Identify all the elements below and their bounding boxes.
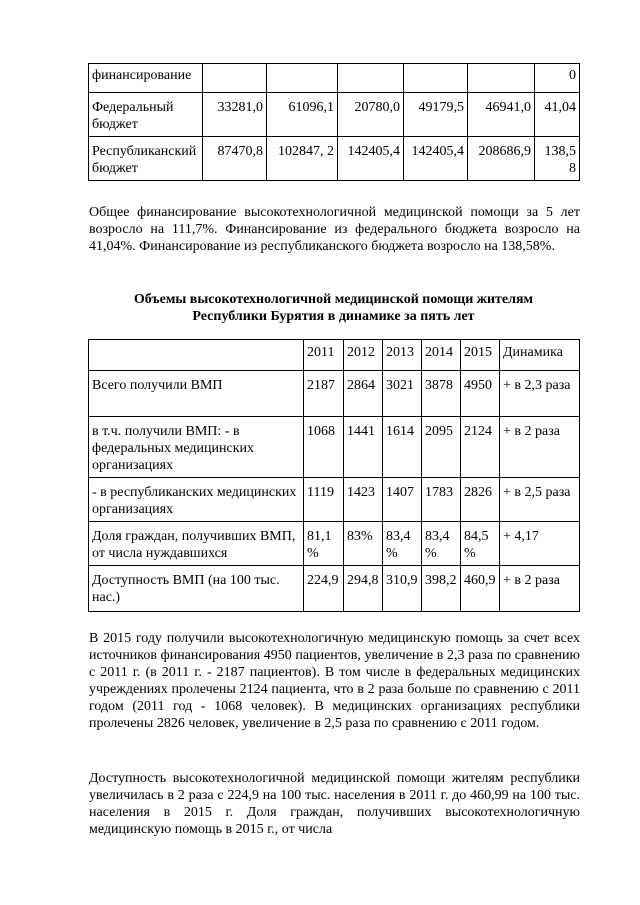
row-label: Всего получили ВМП bbox=[89, 371, 304, 417]
table-row bbox=[89, 93, 580, 137]
cell-dynamics: + в 2 раза bbox=[500, 417, 580, 478]
row-label: Федеральный бюджет bbox=[89, 93, 203, 137]
cell-2011: 33281,0 bbox=[203, 93, 267, 137]
header-cell: Динамика bbox=[500, 340, 580, 371]
cell-dynamics: + 4,17 bbox=[500, 522, 580, 566]
cell-dynamics: + в 2,3 раза bbox=[500, 371, 580, 417]
paragraph-financing-summary: Общее финансирование высокотехнологичной медицинской помощи за 5 лет возросло на 111,7%. Финансирование из федерального бюджета возросло на 41,04%. Финансирование из республиканского бюджета возросло на 138,58%. bbox=[89, 205, 580, 254]
cell-2011: 1068 bbox=[304, 417, 344, 478]
cell-2012: 83% bbox=[344, 522, 383, 566]
cell-2014: 142405,4 bbox=[404, 137, 468, 181]
cell-2013: 1614 bbox=[383, 417, 422, 478]
cell-2012: 2864 bbox=[344, 371, 383, 417]
cell-2015 bbox=[468, 64, 535, 93]
row-label: Доля граждан, получивших ВМП, от числа нуждавшихся bbox=[89, 522, 304, 566]
header-cell: 2013 bbox=[383, 340, 422, 371]
row-label: в т.ч. получили ВМП: - в федеральных медицинских организациях bbox=[89, 417, 304, 478]
cell-2011: 87470,8 bbox=[203, 137, 267, 181]
cell-2015: 2124 bbox=[461, 417, 500, 478]
cell-2012: 1423 bbox=[344, 478, 383, 522]
cell-2013: 83,4 % bbox=[383, 522, 422, 566]
row-label: Республиканский бюджет bbox=[89, 137, 203, 181]
cell-2015: 2826 bbox=[461, 478, 500, 522]
cell-2014: 3878 bbox=[422, 371, 461, 417]
cell-2011: 2187 bbox=[304, 371, 344, 417]
row-label: Доступность ВМП (на 100 тыс. нас.) bbox=[89, 566, 304, 612]
vmp-volumes-table bbox=[88, 339, 580, 612]
table-heading bbox=[88, 291, 579, 325]
table-row bbox=[89, 417, 580, 478]
cell-2014: 1783 bbox=[422, 478, 461, 522]
cell-dynamics: 0 bbox=[535, 64, 580, 93]
cell-2014 bbox=[404, 64, 468, 93]
table-row bbox=[89, 566, 580, 612]
row-label: - в республиканских медицинских организациях bbox=[89, 478, 304, 522]
cell-2012 bbox=[267, 64, 338, 93]
cell-2013: 1407 bbox=[383, 478, 422, 522]
cell-2015: 208686,9 bbox=[468, 137, 535, 181]
heading-line-1: Объемы высокотехнологичной медицинской помощи жителям bbox=[133, 292, 534, 307]
table-row bbox=[89, 478, 580, 522]
table-row bbox=[89, 64, 580, 93]
row-label: финансирование bbox=[89, 64, 203, 93]
cell-2013 bbox=[338, 64, 404, 93]
cell-2013: 142405,4 bbox=[338, 137, 404, 181]
cell-dynamics: 138,58 bbox=[535, 137, 580, 181]
cell-2015: 84,5 % bbox=[461, 522, 500, 566]
cell-dynamics: 41,04 bbox=[535, 93, 580, 137]
cell-dynamics: + в 2 раза bbox=[500, 566, 580, 612]
cell-2011 bbox=[203, 64, 267, 93]
cell-2012: 61096,1 bbox=[267, 93, 338, 137]
cell-2012: 1441 bbox=[344, 417, 383, 478]
financing-table bbox=[88, 63, 580, 181]
cell-2014: 398,2 bbox=[422, 566, 461, 612]
cell-2013: 20780,0 bbox=[338, 93, 404, 137]
cell-2012: 102847, 2 bbox=[267, 137, 338, 181]
header-cell: 2012 bbox=[344, 340, 383, 371]
paragraph-vmp-availability: Доступность высокотехнологичной медицинской помощи жителям республики увеличилась в 2 раза с 224,9 на 100 тыс. населения в 2011 г. до 460,99 на 100 тыс. населения в 2015 г. Доля граждан, получивших высокотехнологичную медицинскую помощь в 2015 г., от числа bbox=[89, 771, 580, 837]
paragraph-vmp-2015: В 2015 году получили высокотехнологичную медицинскую помощь за счет всех источников финансирования 4950 пациентов, увеличение в 2,3 раза по сравнению с 2011 г. (в 2011 г. - 2187 пациентов). В том числе в федеральных медицинских учреждениях пролечены 2124 пациента, что в 2 раза больше по сравнению с 2011 годом (2011 год - 1068 человек). В медицинских организациях республики пролечены 2826 человек, увеличение в 2,5 раза по сравнению с 2011 годом. bbox=[89, 631, 580, 731]
table-row bbox=[89, 522, 580, 566]
cell-2014: 2095 bbox=[422, 417, 461, 478]
cell-2012: 294,8 bbox=[344, 566, 383, 612]
cell-dynamics: + в 2,5 раза bbox=[500, 478, 580, 522]
cell-2013: 310,9 bbox=[383, 566, 422, 612]
cell-2011: 224,9 bbox=[304, 566, 344, 612]
cell-2014: 83,4 % bbox=[422, 522, 461, 566]
table-header-row bbox=[89, 340, 580, 371]
heading-line-2: Республики Бурятия в динамике за пять лет bbox=[192, 309, 475, 324]
cell-2013: 3021 bbox=[383, 371, 422, 417]
header-cell: 2014 bbox=[422, 340, 461, 371]
header-cell: 2015 bbox=[461, 340, 500, 371]
header-cell bbox=[89, 340, 304, 371]
cell-2015: 4950 bbox=[461, 371, 500, 417]
cell-2014: 49179,5 bbox=[404, 93, 468, 137]
cell-2015: 46941,0 bbox=[468, 93, 535, 137]
cell-2011: 1119 bbox=[304, 478, 344, 522]
table-row bbox=[89, 137, 580, 181]
header-cell: 2011 bbox=[304, 340, 344, 371]
cell-2015: 460,9 bbox=[461, 566, 500, 612]
cell-2011: 81,1 % bbox=[304, 522, 344, 566]
table-row bbox=[89, 371, 580, 417]
